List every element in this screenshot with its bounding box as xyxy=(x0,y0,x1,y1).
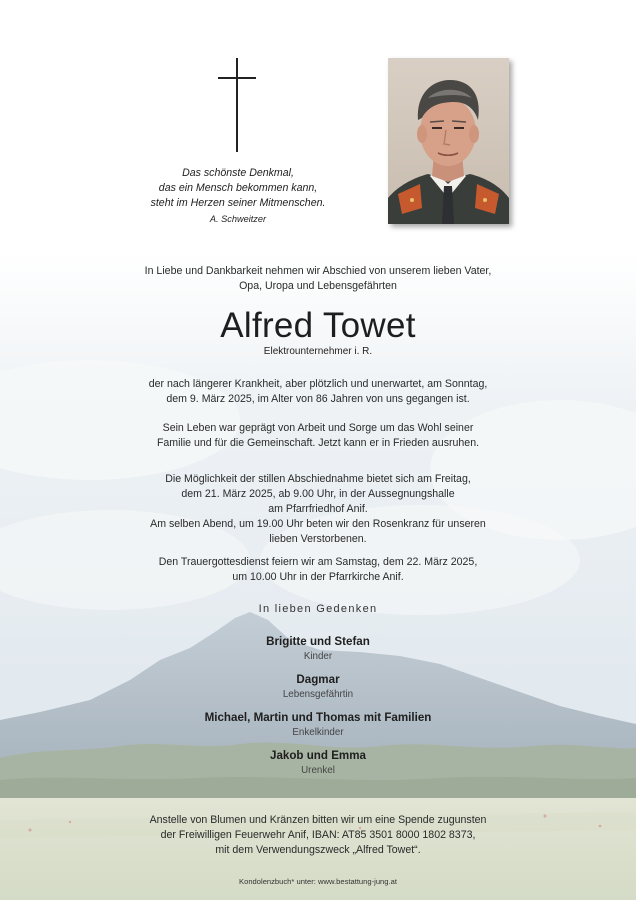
mourner-names: Michael, Martin und Thomas mit Familien xyxy=(204,711,432,724)
life-paragraph xyxy=(80,421,556,451)
memorial-quote xyxy=(100,166,376,227)
deceased-name: Alfred Towet xyxy=(220,306,416,345)
intro-line: In Liebe und Dankbarkeit nehmen wir Abschied von unserem lieben Vater, xyxy=(144,265,492,277)
intro-line: Opa, Uropa und Lebensgefährten xyxy=(239,280,397,292)
mourner-entry xyxy=(0,748,636,778)
farewell-paragraph xyxy=(80,472,556,547)
paragraph-line: dem 9. März 2025, im Alter von 86 Jahren von uns gegangen ist. xyxy=(166,393,470,405)
paragraph-line: lieben Verstorbenen. xyxy=(269,533,367,545)
death-paragraph xyxy=(80,377,556,407)
mourner-relation: Lebensgefährtin xyxy=(282,689,354,700)
paragraph-line: Familie und für die Gemeinschaft. Jetzt kann er in Frieden ausruhen. xyxy=(156,437,480,449)
paragraph-line: um 10.00 Uhr in der Pfarrkirche Anif. xyxy=(232,571,404,583)
condolence-link[interactable]: Kondolenzbuch* unter: www.bestattung-jung.at xyxy=(239,877,397,886)
cross-icon xyxy=(218,58,256,152)
mourner-relation: Urenkel xyxy=(301,765,335,776)
intro-text xyxy=(80,264,556,294)
mass-paragraph xyxy=(80,555,556,585)
quote-author: A. Schweitzer xyxy=(209,214,267,224)
quote-line: Das schönste Denkmal, xyxy=(182,167,294,179)
paragraph-line: Anstelle von Blumen und Kränzen bitten wir um eine Spende zugunsten xyxy=(149,814,487,826)
memory-heading: In lieben Gedenken xyxy=(258,603,378,615)
paragraph-line: Den Trauergottesdienst feiern wir am Samstag, dem 22. März 2025, xyxy=(158,556,478,568)
mourner-entry xyxy=(0,710,636,740)
mourner-names: Jakob und Emma xyxy=(270,749,366,762)
paragraph-line: der Freiwilligen Feuerwehr Anif, IBAN: AT85 3501 8000 1802 8373, xyxy=(160,829,476,841)
paragraph-line: Die Möglichkeit der stillen Abschiednahme bietet sich am Freitag, xyxy=(165,473,471,485)
portrait-photo xyxy=(388,58,509,224)
mourner-relation: Enkelkinder xyxy=(292,727,344,738)
paragraph-line: Sein Leben war geprägt von Arbeit und Sorge um das Wohl seiner xyxy=(162,422,474,434)
paragraph-line: am Pfarrfriedhof Anif. xyxy=(268,503,368,515)
paragraph-line: Am selben Abend, um 19.00 Uhr beten wir den Rosenkranz für unseren xyxy=(150,518,486,530)
mourner-names: Brigitte und Stefan xyxy=(266,635,370,648)
paragraph-line: der nach längerer Krankheit, aber plötzlich und unerwartet, am Sonntag, xyxy=(148,378,488,390)
paragraph-line: mit dem Verwendungszweck „Alfred Towet“. xyxy=(215,844,421,856)
quote-line: das ein Mensch bekommen kann, xyxy=(158,182,318,194)
quote-line: steht im Herzen seiner Mitmenschen. xyxy=(150,197,326,209)
mourner-entry xyxy=(0,634,636,664)
deceased-occupation: Elektrounternehmer i. R. xyxy=(263,346,373,357)
donation-paragraph xyxy=(80,813,556,858)
paragraph-line: dem 21. März 2025, ab 9.00 Uhr, in der Aussegnungshalle xyxy=(181,488,455,500)
mourner-entry xyxy=(0,672,636,702)
mourner-names: Dagmar xyxy=(296,673,340,686)
mourner-relation: Kinder xyxy=(303,651,333,662)
